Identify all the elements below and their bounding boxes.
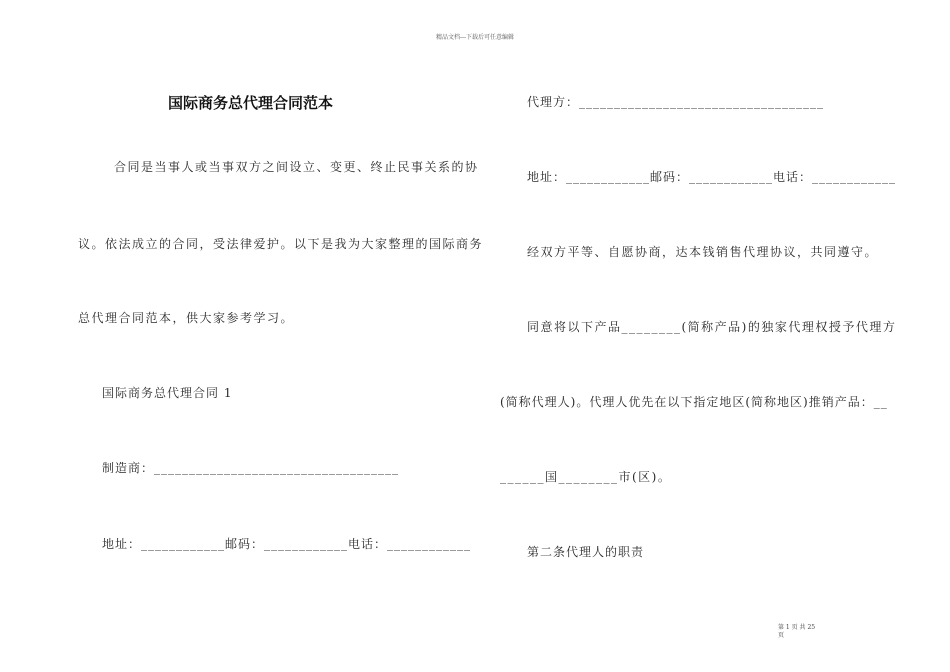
agent-address-field: 地址：____________邮码：____________电话：____________ <box>527 170 897 184</box>
intro-paragraph-line-2: 议。依法成立的合同，受法律爱护。以下是我为大家整理的国际商务 <box>78 237 484 251</box>
intro-paragraph-line-1: 合同是当事人或当事双方之间设立、变更、终止民事关系的协 <box>114 160 479 174</box>
page-number <box>778 624 815 640</box>
intro-paragraph-line-3: 总代理合同范本，供大家参考学习。 <box>78 311 295 325</box>
agreement-statement: 经双方平等、自愿协商，达本钱销售代理协议，共同遵守。 <box>527 245 879 259</box>
page-number-line-1: 第 1 页 共 25 <box>778 624 816 631</box>
article-2-heading: 第二条代理人的职责 <box>527 545 645 559</box>
manufacturer-address-field: 地址：____________邮码：____________电话：____________ <box>102 537 472 551</box>
clause-line-3: ______国________市(区)。 <box>500 470 672 484</box>
clause-line-1: 同意将以下产品________(简称产品)的独家代理权授予代理方 <box>527 320 897 334</box>
page-number-line-2: 页 <box>778 632 785 639</box>
contract-section-title: 国际商务总代理合同 1 <box>102 386 233 400</box>
manufacturer-field: 制造商：___________________________________ <box>102 461 400 475</box>
page-header: 精品文档---下载后可任意编辑 <box>435 34 515 41</box>
agent-field: 代理方：___________________________________ <box>527 95 825 109</box>
clause-line-2: (简称代理人)。代理人优先在以下指定地区(简称地区)推销产品：__ <box>500 395 888 409</box>
document-title: 国际商务总代理合同范本 <box>168 94 334 112</box>
